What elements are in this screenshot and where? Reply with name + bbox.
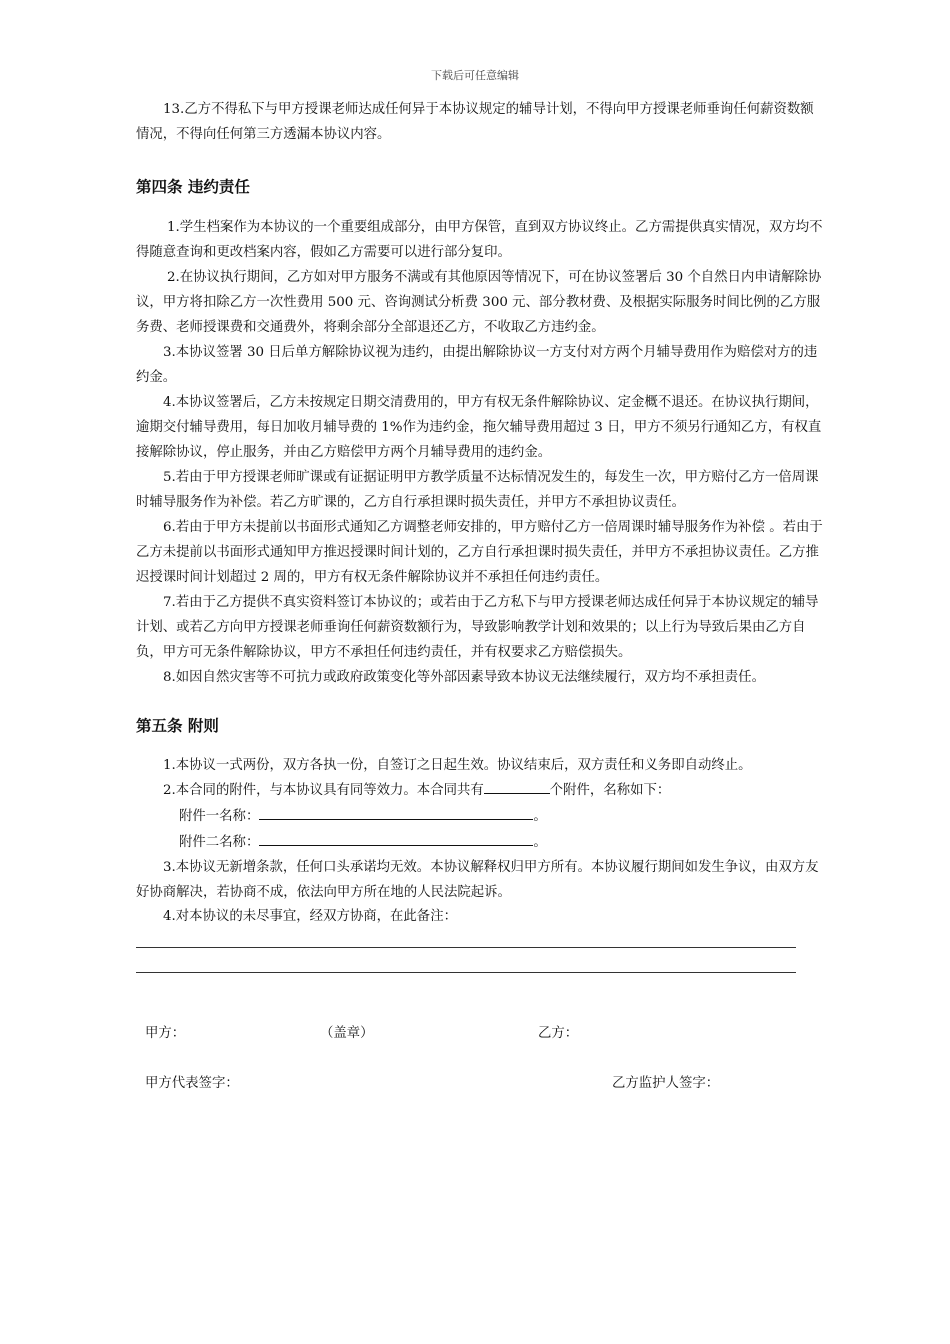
attachment-count-prefix: 2.本合同的附件，与本协议具有同等效力。本合同共有 <box>163 783 484 799</box>
article-4-item-8: 8.如因自然灾害等不可抗力或政府政策变化等外部因素导致本协议无法继续履行，双方均不承担责任。 <box>163 669 765 685</box>
article-4-item-5: 5.若由于甲方授课老师旷课或有证据证明甲方教学质量不达标情况发生的，每发生一次，甲方赔付乙方一倍周课时辅导服务作为补偿。若乙方旷课的，乙方自行承担课时损失责任，并甲方不承担协议责任。 <box>136 469 819 510</box>
remarks-line-2[interactable] <box>136 972 796 973</box>
attachment-count-suffix: 个附件，名称如下： <box>549 783 671 799</box>
attachment-2-end: 。 <box>533 834 547 850</box>
party-a-label: 甲方： <box>145 1026 186 1041</box>
article-5-item-4: 4.对本协议的未尽事宜，经双方协商，在此备注： <box>163 909 457 925</box>
attachment-2-line <box>136 830 824 856</box>
attachment-1-line <box>136 804 824 830</box>
attachment-2-name-field[interactable] <box>259 830 533 846</box>
article-4-item-2: 2.在协议执行期间，乙方如对甲方服务不满或有其他原因等情况下，可在协议签署后 30 个自然日内申请解除协议，甲方将扣除乙方一次性费用 500 元、咨询测试分析费 300 元、部分教材费、及根据实际服务时间比例的乙方服务费、老师授课费和交通费外，将剩余部分全部退还乙方，不收取乙方违约金。 <box>136 269 822 335</box>
article-4-item-7: 7.若由于乙方提供不真实资料签订本协议的；或若由于乙方私下与甲方授课老师达成任何异于本协议规定的辅导计划、或若乙方向甲方授课老师垂询任何薪资数额行为，导致影响教学计划和效果的；以上行为导致后果由乙方自负，甲方可无条件解除协议，甲方不承担任何违约责任，并有权要求乙方赔偿损失。 <box>136 594 819 660</box>
article-4-item-4: 4.本协议签署后，乙方未按规定日期交清费用的，甲方有权无条件解除协议、定金概不退还。在协议执行期间，逾期交付辅导费用，每日加收月辅导费的 1%作为违约金，拖欠辅导费用超过 3 日，甲方不须另行通知乙方，有权直接解除协议，停止服务，并由乙方赔偿甲方两个月辅导费用的违约金。 <box>136 394 822 460</box>
attachment-1-label: 附件一名称： <box>179 809 260 825</box>
party-a-rep-signature-label: 甲方代表签字： <box>145 1076 239 1091</box>
article-4-item-3: 3.本协议签署 30 日后单方解除协议视为违约，由提出解除协议一方支付对方两个月辅导费用作为赔偿对方的违约金。 <box>136 344 818 385</box>
document-body <box>136 98 824 973</box>
article-5-item-3: 3.本协议无新增条款，任何口头承诺均无效。本协议解释权归甲方所有。本协议履行期间如发生争议，由双方友好协商解决，若协商不成，依法向甲方所在地的人民法院起诉。 <box>136 859 819 900</box>
attachment-1-end: 。 <box>533 809 547 825</box>
article-4-item-6: 6.若由于甲方未提前以书面形式通知乙方调整老师安排的，甲方赔付乙方一倍周课时辅导服务作为补偿 。若由于乙方未提前以书面形式通知甲方推迟授课时间计划的，乙方自行承担课时损失责任，并甲方不承担协议责任。乙方推迟授课时间计划超过 2 周的，甲方有权无条件解除协议并不承担任何违约责任。 <box>136 519 823 585</box>
article-5-item-2 <box>136 778 824 804</box>
attachment-count-blank[interactable] <box>484 778 550 794</box>
clause-13: 13.乙方不得私下与甲方授课老师达成任何异于本协议规定的辅导计划，不得向甲方授课老师垂询任何薪资数额情况，不得向任何第三方透漏本协议内容。 <box>136 102 814 142</box>
attachment-1-name-field[interactable] <box>259 804 533 820</box>
article-4-title: 第四条 违约责任 <box>136 177 250 196</box>
party-b-guardian-signature-label: 乙方监护人签字： <box>612 1076 720 1091</box>
remarks-line-1[interactable] <box>136 947 796 948</box>
party-b-label: 乙方： <box>538 1026 579 1041</box>
article-5-item-1: 1.本协议一式两份，双方各执一份，自签订之日起生效。协议结束后，双方责任和义务即自动终止。 <box>163 757 752 773</box>
header-note: 下载后可任意编辑 <box>431 69 519 82</box>
article-4-item-1: 1.学生档案作为本协议的一个重要组成部分，由甲方保管，直到双方协议终止。乙方需提供真实情况，双方均不得随意查询和更改档案内容，假如乙方需要可以进行部分复印。 <box>136 219 823 260</box>
attachment-2-label: 附件二名称： <box>179 834 260 850</box>
article-5-title: 第五条 附则 <box>136 716 219 735</box>
article-4-clauses <box>136 215 824 690</box>
seal-label: （盖章） <box>320 1026 374 1041</box>
